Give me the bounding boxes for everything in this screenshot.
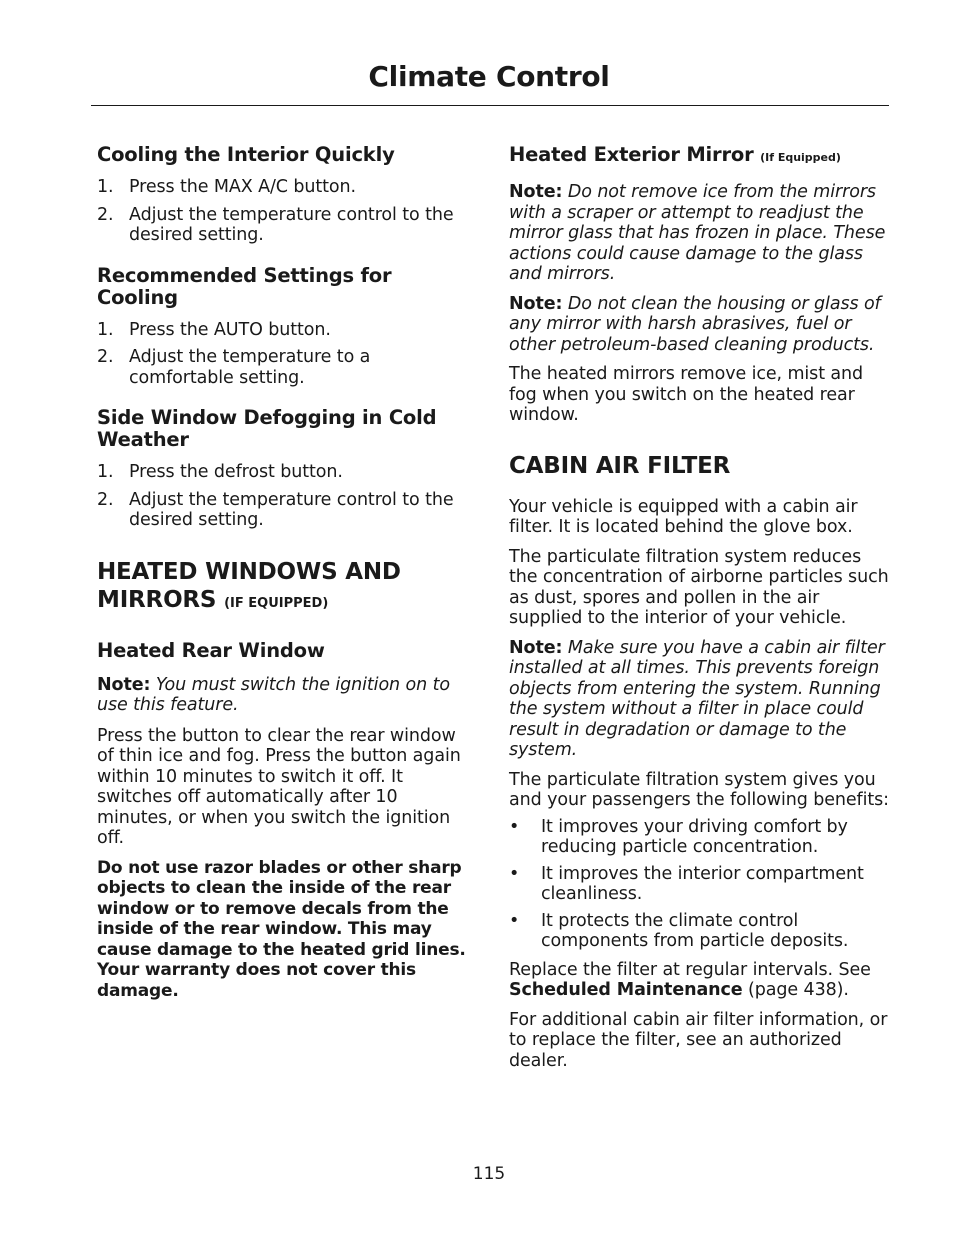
section-cooling-quickly <box>97 144 475 246</box>
note-text: Do not clean the housing or glass of any mirror with harsh abrasives, fuel or other petroleum-based cleaning products. <box>509 293 881 355</box>
list-item <box>509 817 889 858</box>
replace-text: Replace the filter at regular intervals. See <box>509 959 871 980</box>
cabin-filter-dealer: For additional cabin air filter information, or to replace the filter, see an authorized dealer. <box>509 1009 888 1071</box>
list-item <box>97 347 475 388</box>
cabin-filter-note <box>509 638 889 761</box>
mirror-note-cleaning <box>509 294 889 356</box>
note-label: Note: <box>97 674 151 695</box>
step-text: Press the AUTO button. <box>129 319 331 340</box>
note-label: Note: <box>509 182 563 202</box>
mirror-body: The heated mirrors remove ice, mist and fog when you switch on the heated rear window. <box>509 364 864 425</box>
step-text: Adjust the temperature control to the desired setting. <box>129 489 454 530</box>
list-item <box>509 911 889 952</box>
step-number: 2. <box>97 347 114 367</box>
bullet-marker: • <box>509 863 520 884</box>
note-text: You must switch the ignition on to use this feature. <box>97 674 450 715</box>
if-equipped-tag: (If Equipped) <box>760 151 841 164</box>
list-item <box>97 490 475 531</box>
step-number: 1. <box>97 462 114 482</box>
cabin-filter-replace <box>509 960 889 1001</box>
recommended-cooling-steps <box>97 320 475 389</box>
note-text: Do not remove ice from the mirrors with a scraper or attempt to readjust the mirror glass that has frozen in place. These actions could cause damage to the glass and mirrors. <box>509 182 886 284</box>
page-reference: (page 438). <box>748 980 849 1000</box>
left-column <box>97 140 475 1001</box>
right-column <box>509 140 889 1071</box>
heading-line-1: HEATED WINDOWS AND <box>97 558 401 585</box>
cooling-quickly-steps <box>97 177 475 246</box>
rear-window-note <box>97 675 475 716</box>
list-item <box>509 864 889 905</box>
section-heated-windows-mirrors <box>97 558 475 618</box>
heated-rear-window-heading: Heated Rear Window <box>97 638 325 662</box>
step-text: Adjust the temperature control to the desired setting. <box>129 204 454 245</box>
scheduled-maintenance-link[interactable]: Scheduled Maintenance <box>509 980 743 1000</box>
side-window-defogging-steps <box>97 462 475 531</box>
list-item <box>97 205 475 246</box>
section-heated-exterior-mirror <box>509 144 889 426</box>
if-equipped-tag: (IF EQUIPPED) <box>224 595 329 611</box>
note-text: Make sure you have a cabin air filter installed at all times. This prevents foreign objects from entering the system. Running the system without a filter in place could result in degradation or damage to the system. <box>509 637 885 760</box>
cabin-filter-intro: Your vehicle is equipped with a cabin air filter. It is located behind the glove box. <box>509 496 858 537</box>
bullet-text: It protects the climate control components from particle deposits. <box>541 910 849 951</box>
bullet-marker: • <box>509 910 520 931</box>
heated-windows-mirrors-heading <box>97 558 475 618</box>
section-side-window-defogging <box>97 407 475 531</box>
step-text: Press the MAX A/C button. <box>129 177 356 197</box>
note-label: Note: <box>509 637 563 658</box>
section-cabin-air-filter <box>509 452 889 1072</box>
rear-window-body: Press the button to clear the rear window of thin ice and fog. Press the button again within 10 minutes to switch it off. It switches off automatically after 10 minutes, or when you switch the ignition off. <box>97 725 461 848</box>
cabin-air-filter-heading: CABIN AIR FILTER <box>509 452 731 479</box>
note-label: Note: <box>509 293 563 314</box>
benefits-list <box>509 817 889 952</box>
step-number: 2. <box>97 204 114 225</box>
page-number: 115 <box>472 1164 506 1184</box>
recommended-cooling-heading: Recommended Settings for Cooling <box>97 263 392 309</box>
list-item <box>97 462 475 483</box>
step-number: 1. <box>97 319 114 340</box>
heading-text: Heated Exterior Mirror <box>509 143 754 166</box>
bullet-text: It improves the interior compartment cleanliness. <box>541 863 864 904</box>
mirror-note-ice <box>509 182 889 285</box>
step-text: Press the defrost button. <box>129 462 343 482</box>
bullet-text: It improves your driving comfort by reducing particle concentration. <box>541 816 848 857</box>
page-title: Climate Control <box>368 60 610 93</box>
heated-exterior-mirror-heading <box>509 144 889 169</box>
title-divider <box>91 105 889 106</box>
section-heated-rear-window <box>97 640 475 1002</box>
step-number: 2. <box>97 489 114 510</box>
step-text: Adjust the temperature to a comfortable setting. <box>129 347 371 388</box>
cabin-filter-benefits-intro: The particulate filtration system gives you and your passengers the following benefits: <box>509 769 889 810</box>
list-item <box>97 320 475 341</box>
cooling-quickly-heading: Cooling the Interior Quickly <box>97 143 395 166</box>
section-recommended-cooling <box>97 265 475 389</box>
cabin-filter-system: The particulate filtration system reduces the concentration of airborne particles such as dust, spores and pollen in the air supplied to the interior of your vehicle. <box>509 546 889 628</box>
side-window-defogging-heading: Side Window Defogging in Cold Weather <box>97 406 437 451</box>
list-item <box>97 177 475 198</box>
heading-line-2: MIRRORS <box>97 586 217 613</box>
bullet-marker: • <box>509 816 520 837</box>
rear-window-warning: Do not use razor blades or other sharp objects to clean the inside of the rear window or to remove decals from the inside of the rear window. This may cause damage to the heated grid lines. Your warranty does not cover this damage. <box>97 857 466 1001</box>
step-number: 1. <box>97 177 114 197</box>
